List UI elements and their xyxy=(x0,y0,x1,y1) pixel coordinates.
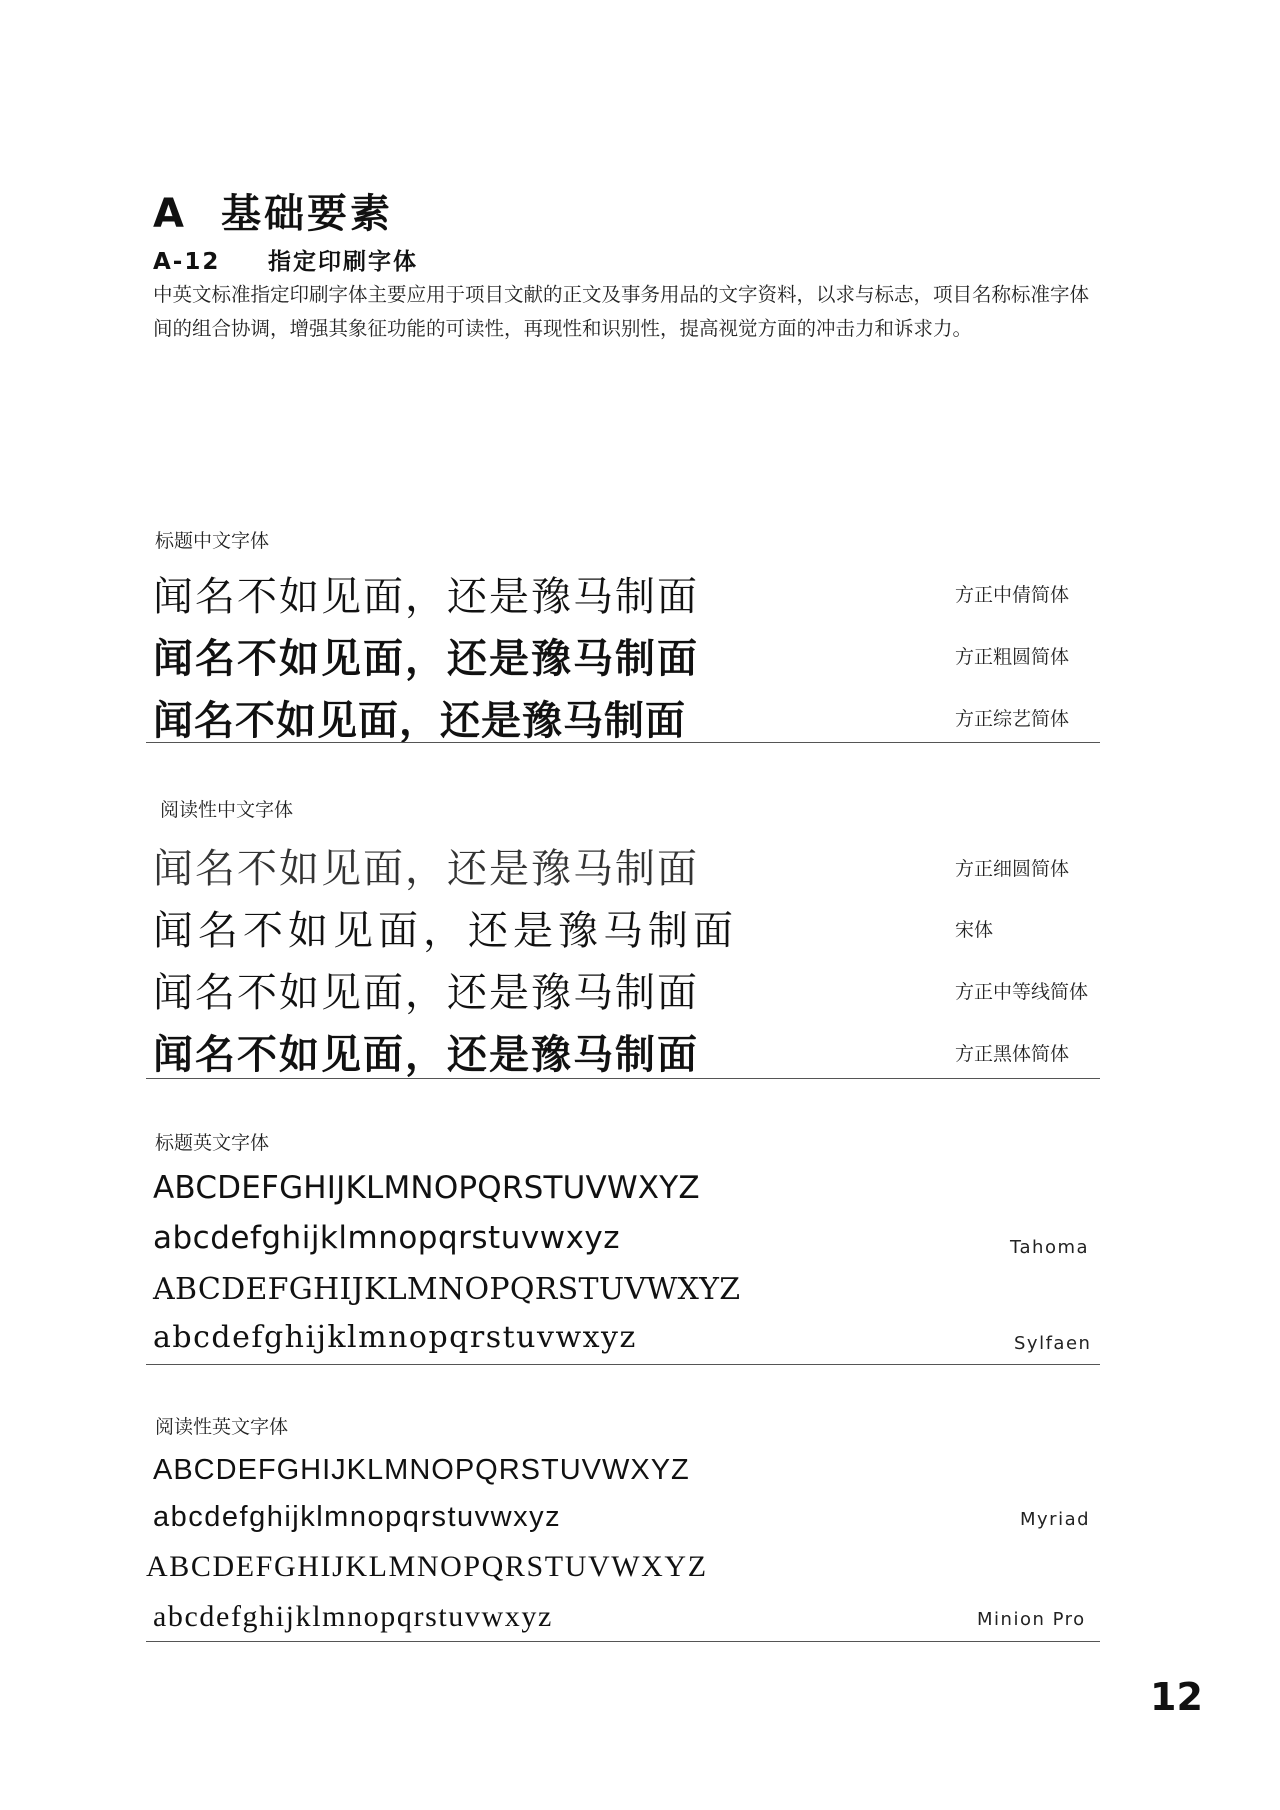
divider-3 xyxy=(146,1364,1100,1365)
sample-en-myriad-upper: ABCDEFGHIJKLMNOPQRSTUVWXYZ xyxy=(153,1454,690,1486)
sample-en-minion-lower: abcdefghijklmnopqrstuvwxyz xyxy=(153,1600,553,1633)
group-label-reading-cn: 阅读性中文字体 xyxy=(160,799,294,821)
section-code: A-12 xyxy=(153,249,221,275)
divider-4 xyxy=(146,1641,1100,1642)
font-name-cuyuan: 方正粗圆简体 xyxy=(955,646,1070,668)
font-name-sylfaen: Sylfaen xyxy=(1014,1333,1092,1354)
sample-en-minion-upper: ABCDEFGHIJKLMNOPQRSTUVWXYZ xyxy=(146,1550,708,1583)
group-label-title-en: 标题英文字体 xyxy=(155,1132,270,1154)
group-label-title-cn: 标题中文字体 xyxy=(155,530,270,552)
divider-1 xyxy=(146,742,1100,743)
font-name-songti: 宋体 xyxy=(955,919,994,941)
sample-en-myriad-lower: abcdefghijklmnopqrstuvwxyz xyxy=(153,1501,562,1533)
page-title xyxy=(153,182,393,239)
font-name-zongyi: 方正综艺简体 xyxy=(955,708,1070,730)
font-name-minion-pro: Minion Pro xyxy=(977,1609,1086,1630)
font-name-heiti: 方正黑体简体 xyxy=(955,1043,1070,1065)
section-subtitle: 指定印刷字体 xyxy=(268,249,418,275)
intro-paragraph: 中英文标准指定印刷字体主要应用于项目文献的正文及事务用品的文字资料，以求与标志，项目名称标准字体间的组合协调，增强其象征功能的可读性，再现性和识别性，提高视觉方面的冲击力和诉求力。 xyxy=(153,283,1090,340)
font-name-zhongqian: 方正中倩简体 xyxy=(955,584,1070,606)
section-heading xyxy=(153,243,418,276)
font-name-zhongdengxian: 方正中等线简体 xyxy=(955,981,1089,1003)
sample-cn-songti: 闻名不如见面，还是豫马制面 xyxy=(153,908,738,954)
sample-en-sylfaen-upper: ABCDEFGHIJKLMNOPQRSTUVWXYZ xyxy=(153,1272,741,1307)
sample-en-sylfaen-lower: abcdefghijklmnopqrstuvwxyz xyxy=(153,1320,637,1355)
section-title: 基础要素 xyxy=(220,191,393,237)
sample-cn-cuyuan: 闻名不如见面，还是豫马制面 xyxy=(153,636,699,682)
sample-cn-xiyuan: 闻名不如见面，还是豫马制面 xyxy=(153,846,699,892)
sample-cn-zhongqian: 闻名不如见面，还是豫马制面 xyxy=(153,574,699,620)
sample-en-tahoma-upper: ABCDEFGHIJKLMNOPQRSTUVWXYZ xyxy=(153,1170,700,1206)
group-label-reading-en: 阅读性英文字体 xyxy=(155,1416,289,1438)
sample-cn-zhongdengxian: 闻名不如见面，还是豫马制面 xyxy=(153,970,699,1016)
sample-cn-zongyi: 闻名不如见面，还是豫马制面 xyxy=(153,698,686,744)
page-number: 12 xyxy=(1150,1675,1203,1719)
sample-cn-heiti: 闻名不如见面，还是豫马制面 xyxy=(153,1032,699,1078)
font-name-tahoma: Tahoma xyxy=(1010,1237,1090,1258)
divider-2 xyxy=(146,1078,1100,1079)
font-name-myriad: Myriad xyxy=(1020,1509,1091,1530)
section-letter: A xyxy=(153,191,187,237)
font-name-xiyuan: 方正细圆简体 xyxy=(955,858,1070,880)
sample-en-tahoma-lower: abcdefghijklmnopqrstuvwxyz xyxy=(153,1220,621,1256)
